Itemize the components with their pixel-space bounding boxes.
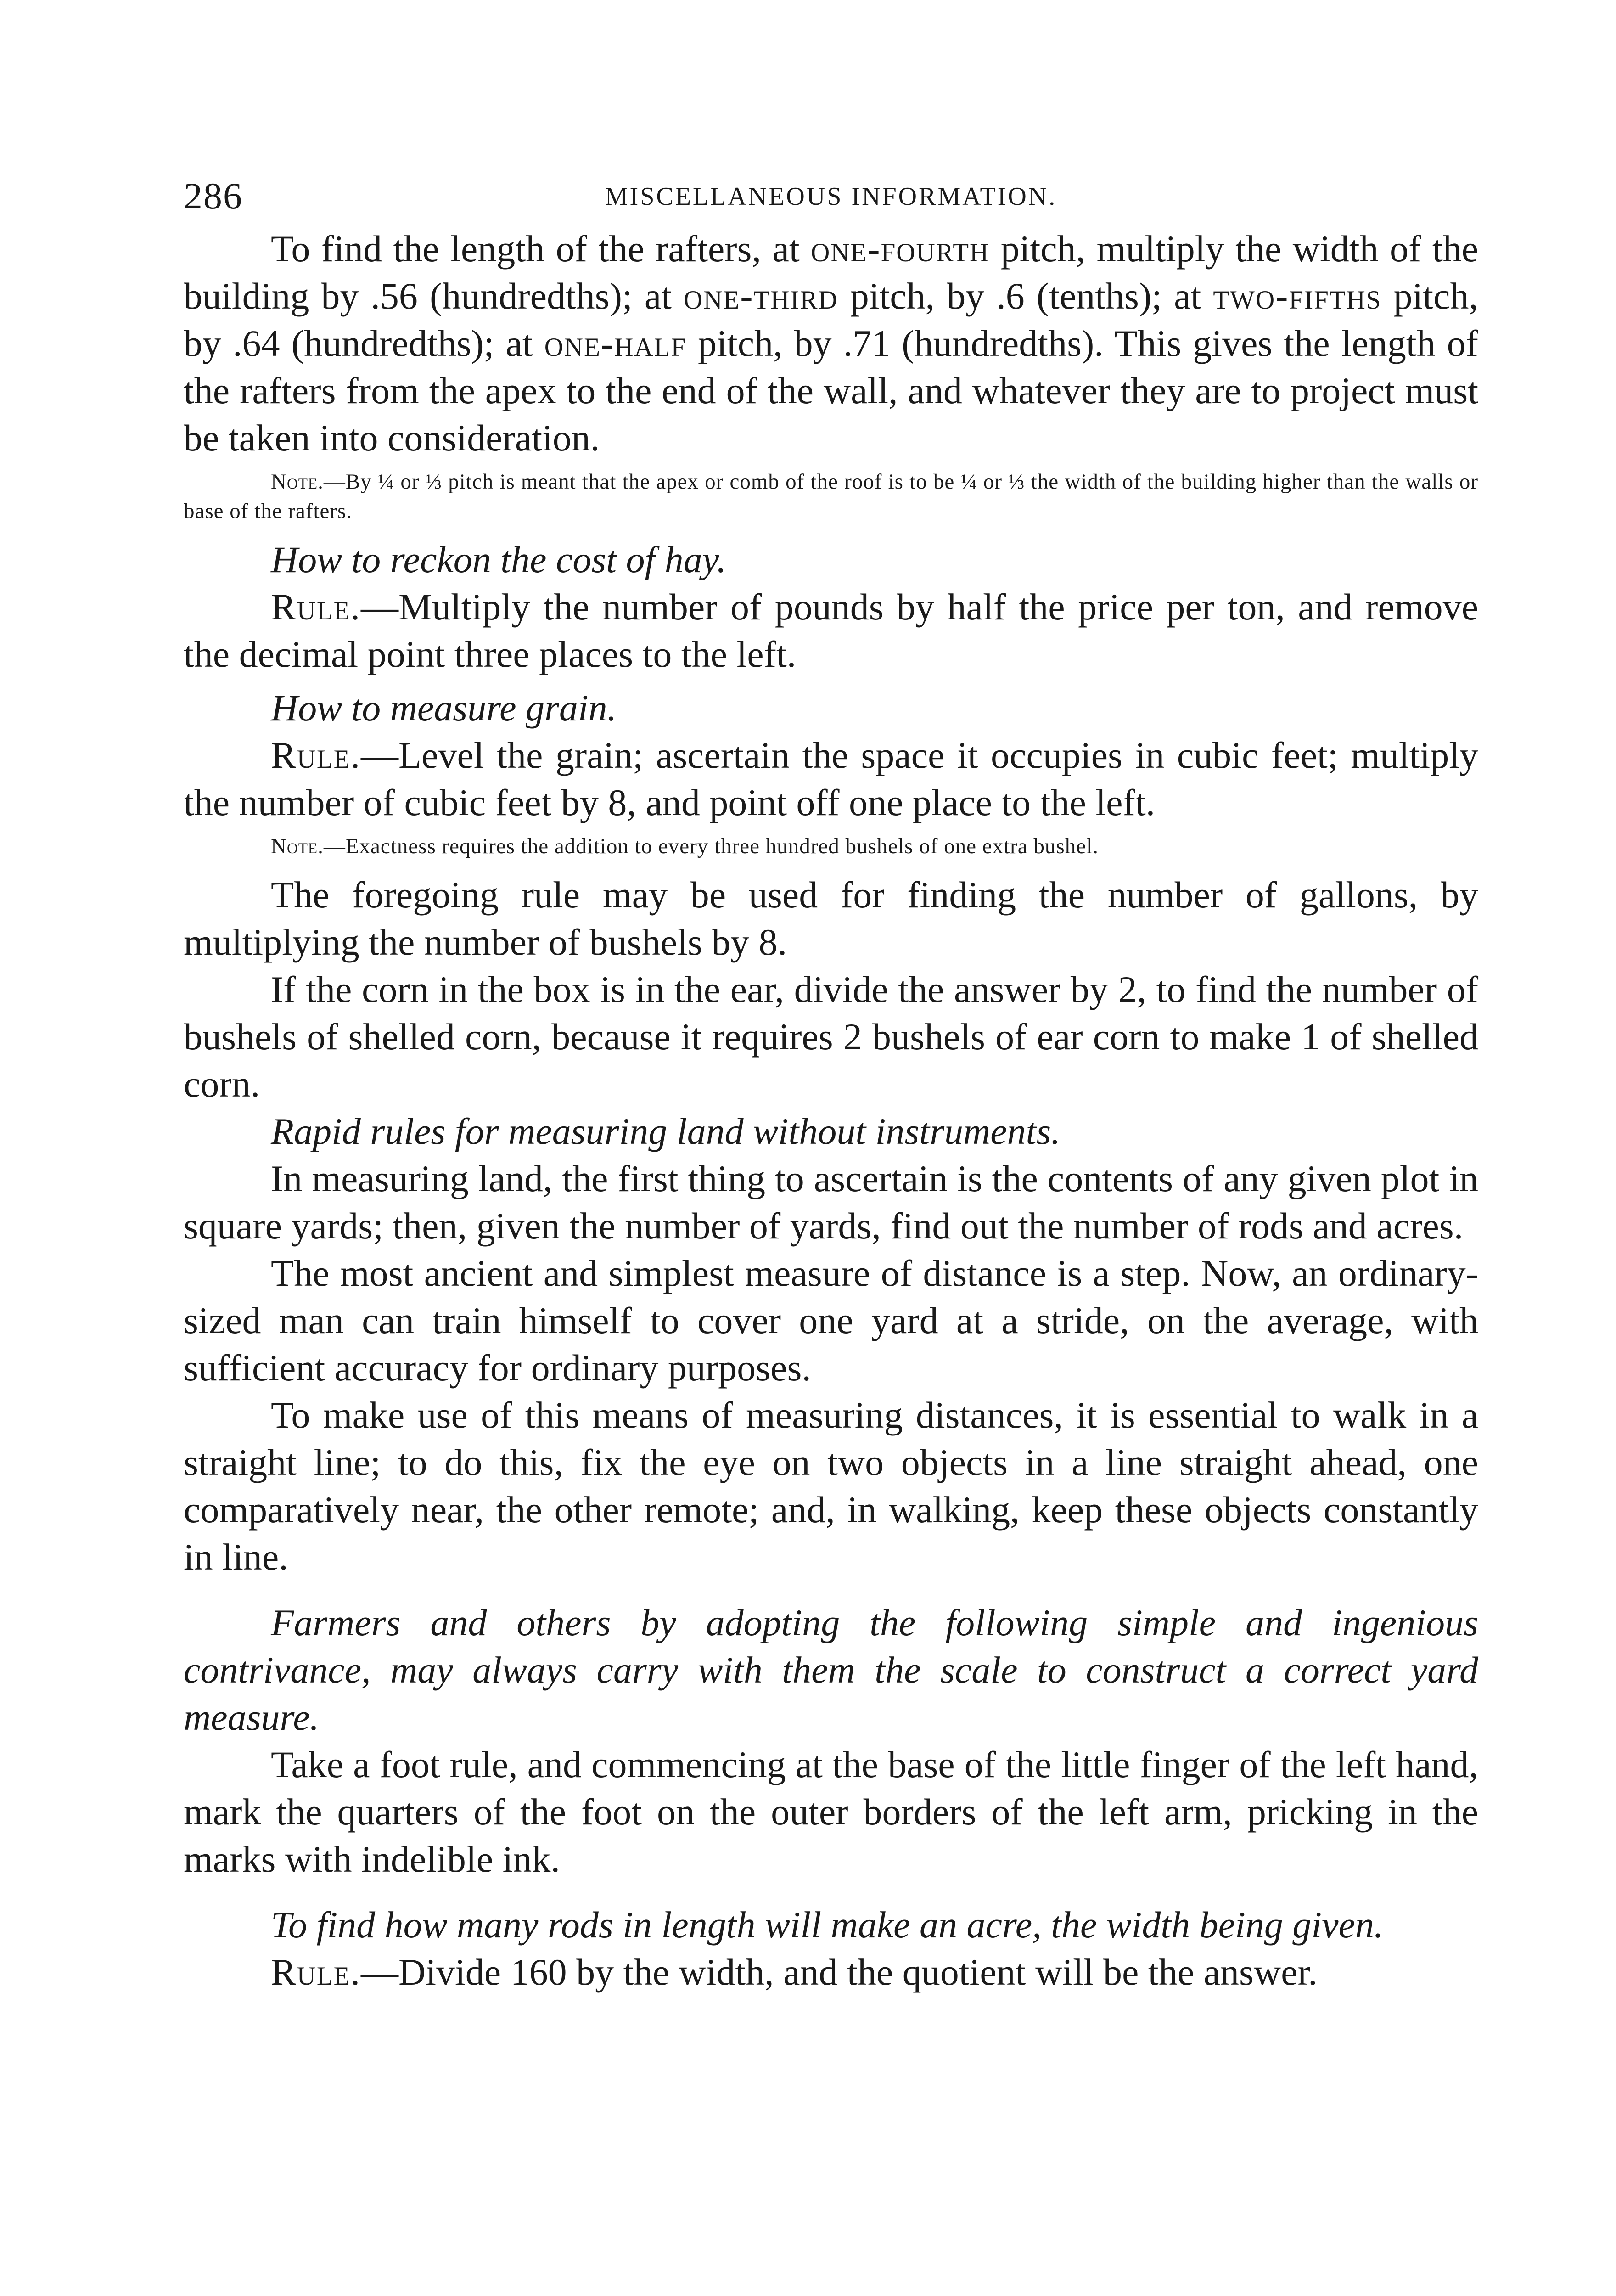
pitch-one-third: one-third xyxy=(684,275,838,317)
pitch-one-fourth: one-fourth xyxy=(811,228,990,270)
rule-label: Rule. xyxy=(271,1951,361,1993)
rule-text: —Level the grain; ascertain the space it occupies in cubic feet; multiply the number of cubic feet by 8, and point off one place to the left. xyxy=(184,734,1478,823)
rule-label: Rule. xyxy=(271,586,361,628)
note-text: —By ¼ or ⅓ pitch is meant that the apex or comb of the roof is to be ¼ or ⅓ the width of the building higher than the walls or base of the rafters. xyxy=(184,470,1478,523)
rafters-paragraph xyxy=(184,225,1478,461)
grain-heading: How to measure grain. xyxy=(271,687,617,729)
page-number: 286 xyxy=(184,175,243,217)
grain-rule xyxy=(184,732,1478,826)
yard-measure-heading: Farmers and others by adopting the following simple and ingenious contrivance, may always carry with them the scale to construct a correct yard measure. xyxy=(184,1602,1478,1738)
rafters-text-3: pitch, by .6 (tenths); at xyxy=(838,275,1213,317)
rafters-text-4: pitch, by .64 (hundredths); at xyxy=(184,275,1478,364)
pitch-note xyxy=(184,467,1478,526)
land-paragraph-3: To make use of this means of measuring distances, it is essential to walk in a straight line; to do this, fix the eye on two objects in a line straight ahead, one comparatively near, the other remote; and, in walking, keep these objects constantly in line. xyxy=(184,1394,1478,1578)
rafters-text-5: pitch, by .71 (hundredths). This gives the length of the rafters from the apex to the end of the wall, and whatever they are to project must be taken into consideration. xyxy=(184,322,1478,459)
gallons-paragraph: The foregoing rule may be used for finding the number of gallons, by multiplying the number of bushels by 8. xyxy=(184,874,1478,963)
ear-corn-paragraph: If the corn in the box is in the ear, divide the answer by 2, to find the number of bushels of shelled corn, because it requires 2 bushels of ear corn to make 1 of shelled corn. xyxy=(184,968,1478,1105)
rafters-text-2: pitch, multiply the width of the building by .56 (hundredths); at xyxy=(184,228,1478,317)
running-head: MISCELLANEOUS INFORMATION. xyxy=(605,182,1057,211)
rods-heading: To find how many rods in length will make an acre, the width being given. xyxy=(271,1904,1384,1946)
rafters-text-1: To find the length of the rafters, at xyxy=(271,228,811,270)
hay-heading: How to reckon the cost of hay. xyxy=(271,539,727,580)
page-header xyxy=(184,165,1478,225)
land-heading: Rapid rules for measuring land without instruments. xyxy=(271,1110,1060,1152)
note-label: Note. xyxy=(271,834,324,858)
rule-text: —Multiply the number of pounds by half the price per ton, and remove the decimal point three places to the left. xyxy=(184,586,1478,675)
hay-rule xyxy=(184,583,1478,678)
land-paragraph-1: In measuring land, the first thing to ascertain is the contents of any given plot in square yards; then, given the number of yards, find out the number of rods and acres. xyxy=(184,1158,1478,1247)
rule-label: Rule. xyxy=(271,734,361,776)
rods-rule xyxy=(184,1948,1478,1996)
note-text: —Exactness requires the addition to every three hundred bushels of one extra bushel. xyxy=(323,834,1099,858)
yard-measure-paragraph: Take a foot rule, and commencing at the base of the little finger of the left hand, mark the quarters of the foot on the outer borders of the left arm, pricking in the marks with indelible ink. xyxy=(184,1744,1478,1880)
book-page xyxy=(184,165,1478,1996)
pitch-two-fifths: two-fifths xyxy=(1213,275,1382,317)
note-label: Note. xyxy=(271,470,324,494)
rule-text: —Divide 160 by the width, and the quotient will be the answer. xyxy=(361,1951,1318,1993)
grain-note xyxy=(184,832,1478,861)
page-body xyxy=(184,225,1478,1996)
land-paragraph-2: The most ancient and simplest measure of distance is a step. Now, an ordinary-sized man can train himself to cover one yard at a stride, on the average, with sufficient accuracy for ordinary purposes. xyxy=(184,1252,1478,1389)
pitch-one-half: one-half xyxy=(544,322,687,364)
